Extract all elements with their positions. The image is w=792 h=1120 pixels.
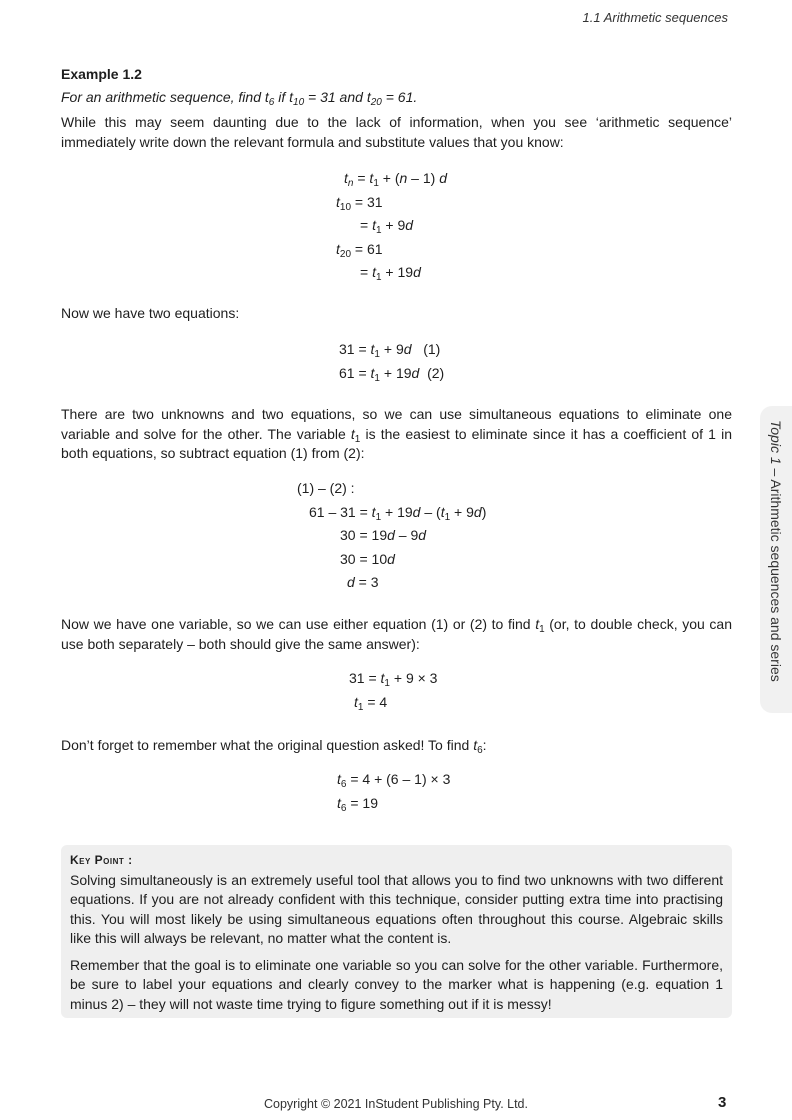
equation-block-pair: $31 = t_1 + 9d$ (1) $61 = t_1 + 19d$ (2) — [339, 341, 445, 384]
key-point-title: Key Point : — [70, 853, 133, 867]
copyright-footer: Copyright © 2021 InStudent Publishing Pty. Ltd. — [263, 1097, 528, 1111]
equation-block-find-t6: $t_6 = 4 + (6 - 1) \times 3$ $t_6 = 19$ — [337, 771, 451, 814]
equation-block-solve-t1: $31 = t_1 + 9 \times 3$ $t_1 = 4$ — [349, 670, 438, 713]
two-equations-paragraph: Now we have two equations: — [61, 305, 240, 321]
page-number: 3 — [718, 1094, 727, 1111]
topic-side-tab-label: Topic 1 – Arithmetic sequences and series — [768, 420, 784, 682]
running-header: 1.1 Arithmetic sequences — [582, 10, 728, 25]
key-point-paragraph-1: Solving simultaneously is an extremely useful tool that allows you to find two unknowns with two different equations. If you are not already confident with this technique, consider putting extra time into practising this. You will most likely be using simultaneous equations often throughout this course. Algebraic skills like this will always be relevant, no matter what the content is. — [70, 871, 723, 946]
key-point-box — [61, 845, 732, 1018]
one-variable-paragraph: Now we have one variable, so we can use either equation (1) or (2) to find $t_1$ (or, to double check, you can use both separately – both should give the same answer): — [61, 616, 732, 652]
example-title: Example 1.2 — [61, 66, 142, 82]
equation-block-general-term: $t_n = t_1 + (n - 1)$ d $t_{10} = 31$ = $t_1 + 9d$ $t_{20} = 61$ = $t_1 + 19d$ — [336, 170, 447, 283]
intro-paragraph: While this may seem daunting due to the lack of information, when you see ‘arithmetic sequence’ immediately write down the relevant formula and substitute values that you know: — [61, 114, 732, 150]
dont-forget-paragraph: Don’t forget to remember what the original question asked! To find $t_6$: — [61, 737, 487, 756]
unknowns-paragraph: There are two unknowns and two equations, so we can use simultaneous equations to eliminate one variable and solve for the other. The variable $t_1$ is the easiest to eliminate since it has a coefficient of 1 in both equations, so subtract equation (1) from (2): — [61, 406, 732, 461]
topic-side-tab — [760, 406, 792, 713]
example-question: For an arithmetic sequence, find $t_6$ if $t_{10} = 31$ and $t_{20} = 61$. — [61, 89, 418, 108]
equation-block-subtraction: (1) – (2) : $61 - 31 = t_1 + 19d - (t_1 + 9d)$ 30 = 19d – 9d 30 = 10d d = 3 — [297, 480, 487, 590]
key-point-paragraph-2: Remember that the goal is to eliminate one variable so you can solve for the other variable. Furthermore, be sure to label your equations and clearly convey to the marker what is happening (e.g. equation 1 minus 2) – they will not waste time trying to figure something out if it is messy! — [70, 956, 723, 1012]
